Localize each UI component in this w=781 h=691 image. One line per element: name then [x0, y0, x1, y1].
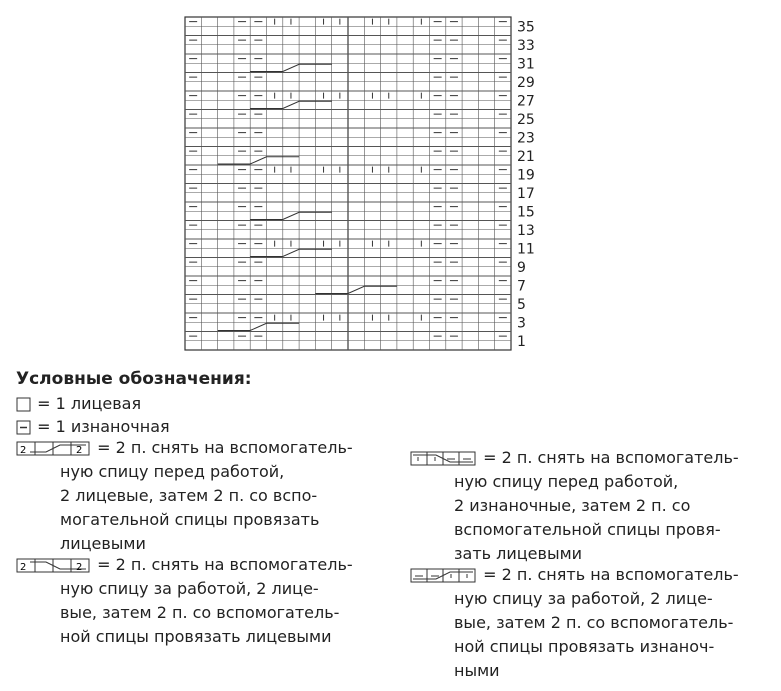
row-label: 7 [517, 278, 526, 295]
svg-text:2: 2 [76, 561, 83, 573]
svg-text:2: 2 [76, 444, 83, 456]
cable-front-symbol-icon [16, 441, 92, 457]
legend-twist-front-text: ную спицу перед работой, 2 изнаночные, затем 2 п. со вспомогательной спицы провя- зать лицевыми [454, 472, 721, 563]
knit-symbol-icon [16, 397, 32, 413]
row-label: 25 [517, 111, 535, 128]
chart-grid [185, 17, 511, 350]
row-label: 33 [517, 37, 535, 54]
row-label: 17 [517, 185, 535, 202]
row-label: 23 [517, 130, 535, 147]
row-label: 27 [517, 93, 535, 110]
twist-back-symbol-icon [410, 568, 478, 584]
row-label: 9 [517, 259, 526, 276]
svg-text:2: 2 [20, 444, 27, 456]
row-label: 35 [517, 19, 535, 36]
legend-cable-front [16, 436, 376, 556]
legend-title: Условные обозначения: [16, 369, 252, 389]
legend-twist-front-first: = 2 п. снять на вспомогатель- [483, 448, 739, 467]
svg-text:2: 2 [20, 561, 27, 573]
row-label: 15 [517, 204, 535, 221]
legend-cable-back-first: = 2 п. снять на вспомогатель- [97, 555, 353, 574]
row-label: 13 [517, 222, 535, 239]
legend-cable-front-first: = 2 п. снять на вспомогатель- [97, 438, 353, 457]
legend-knit [16, 392, 141, 416]
legend-twist-back-first: = 2 п. снять на вспомогатель- [483, 565, 739, 584]
legend-cable-back [16, 553, 376, 649]
row-label: 1 [517, 333, 526, 350]
legend-purl-text: = 1 изнаночная [37, 417, 170, 436]
legend-cable-back-text: ную спицу за работой, 2 лице- вые, затем 2 п. со вспомогатель- ной спицы провязать лицевыми [60, 579, 340, 646]
twist-front-symbol-icon [410, 451, 478, 467]
legend-knit-text: = 1 лицевая [37, 394, 142, 413]
legend-twist-back-text: ную спицу за работой, 2 лице- вые, затем 2 п. со вспомогатель- ной спицы провязать изнаноч- ными [454, 589, 734, 680]
row-label: 11 [517, 241, 535, 258]
row-label: 21 [517, 148, 535, 165]
legend-cable-front-text: ную спицу перед работой, 2 лицевые, затем 2 п. со вспо- могательной спицы провязать лицевыми [60, 462, 320, 553]
cable-back-symbol-icon [16, 558, 92, 574]
row-label: 29 [517, 74, 535, 91]
legend-twist-back [410, 563, 770, 683]
chart-row-labels [517, 19, 535, 350]
row-label: 19 [517, 167, 535, 184]
row-label: 31 [517, 56, 535, 73]
row-label: 3 [517, 315, 526, 332]
legend-twist-front [410, 446, 770, 566]
purl-symbol-icon [16, 420, 32, 436]
knitting-chart [180, 15, 540, 355]
row-label: 5 [517, 296, 526, 313]
